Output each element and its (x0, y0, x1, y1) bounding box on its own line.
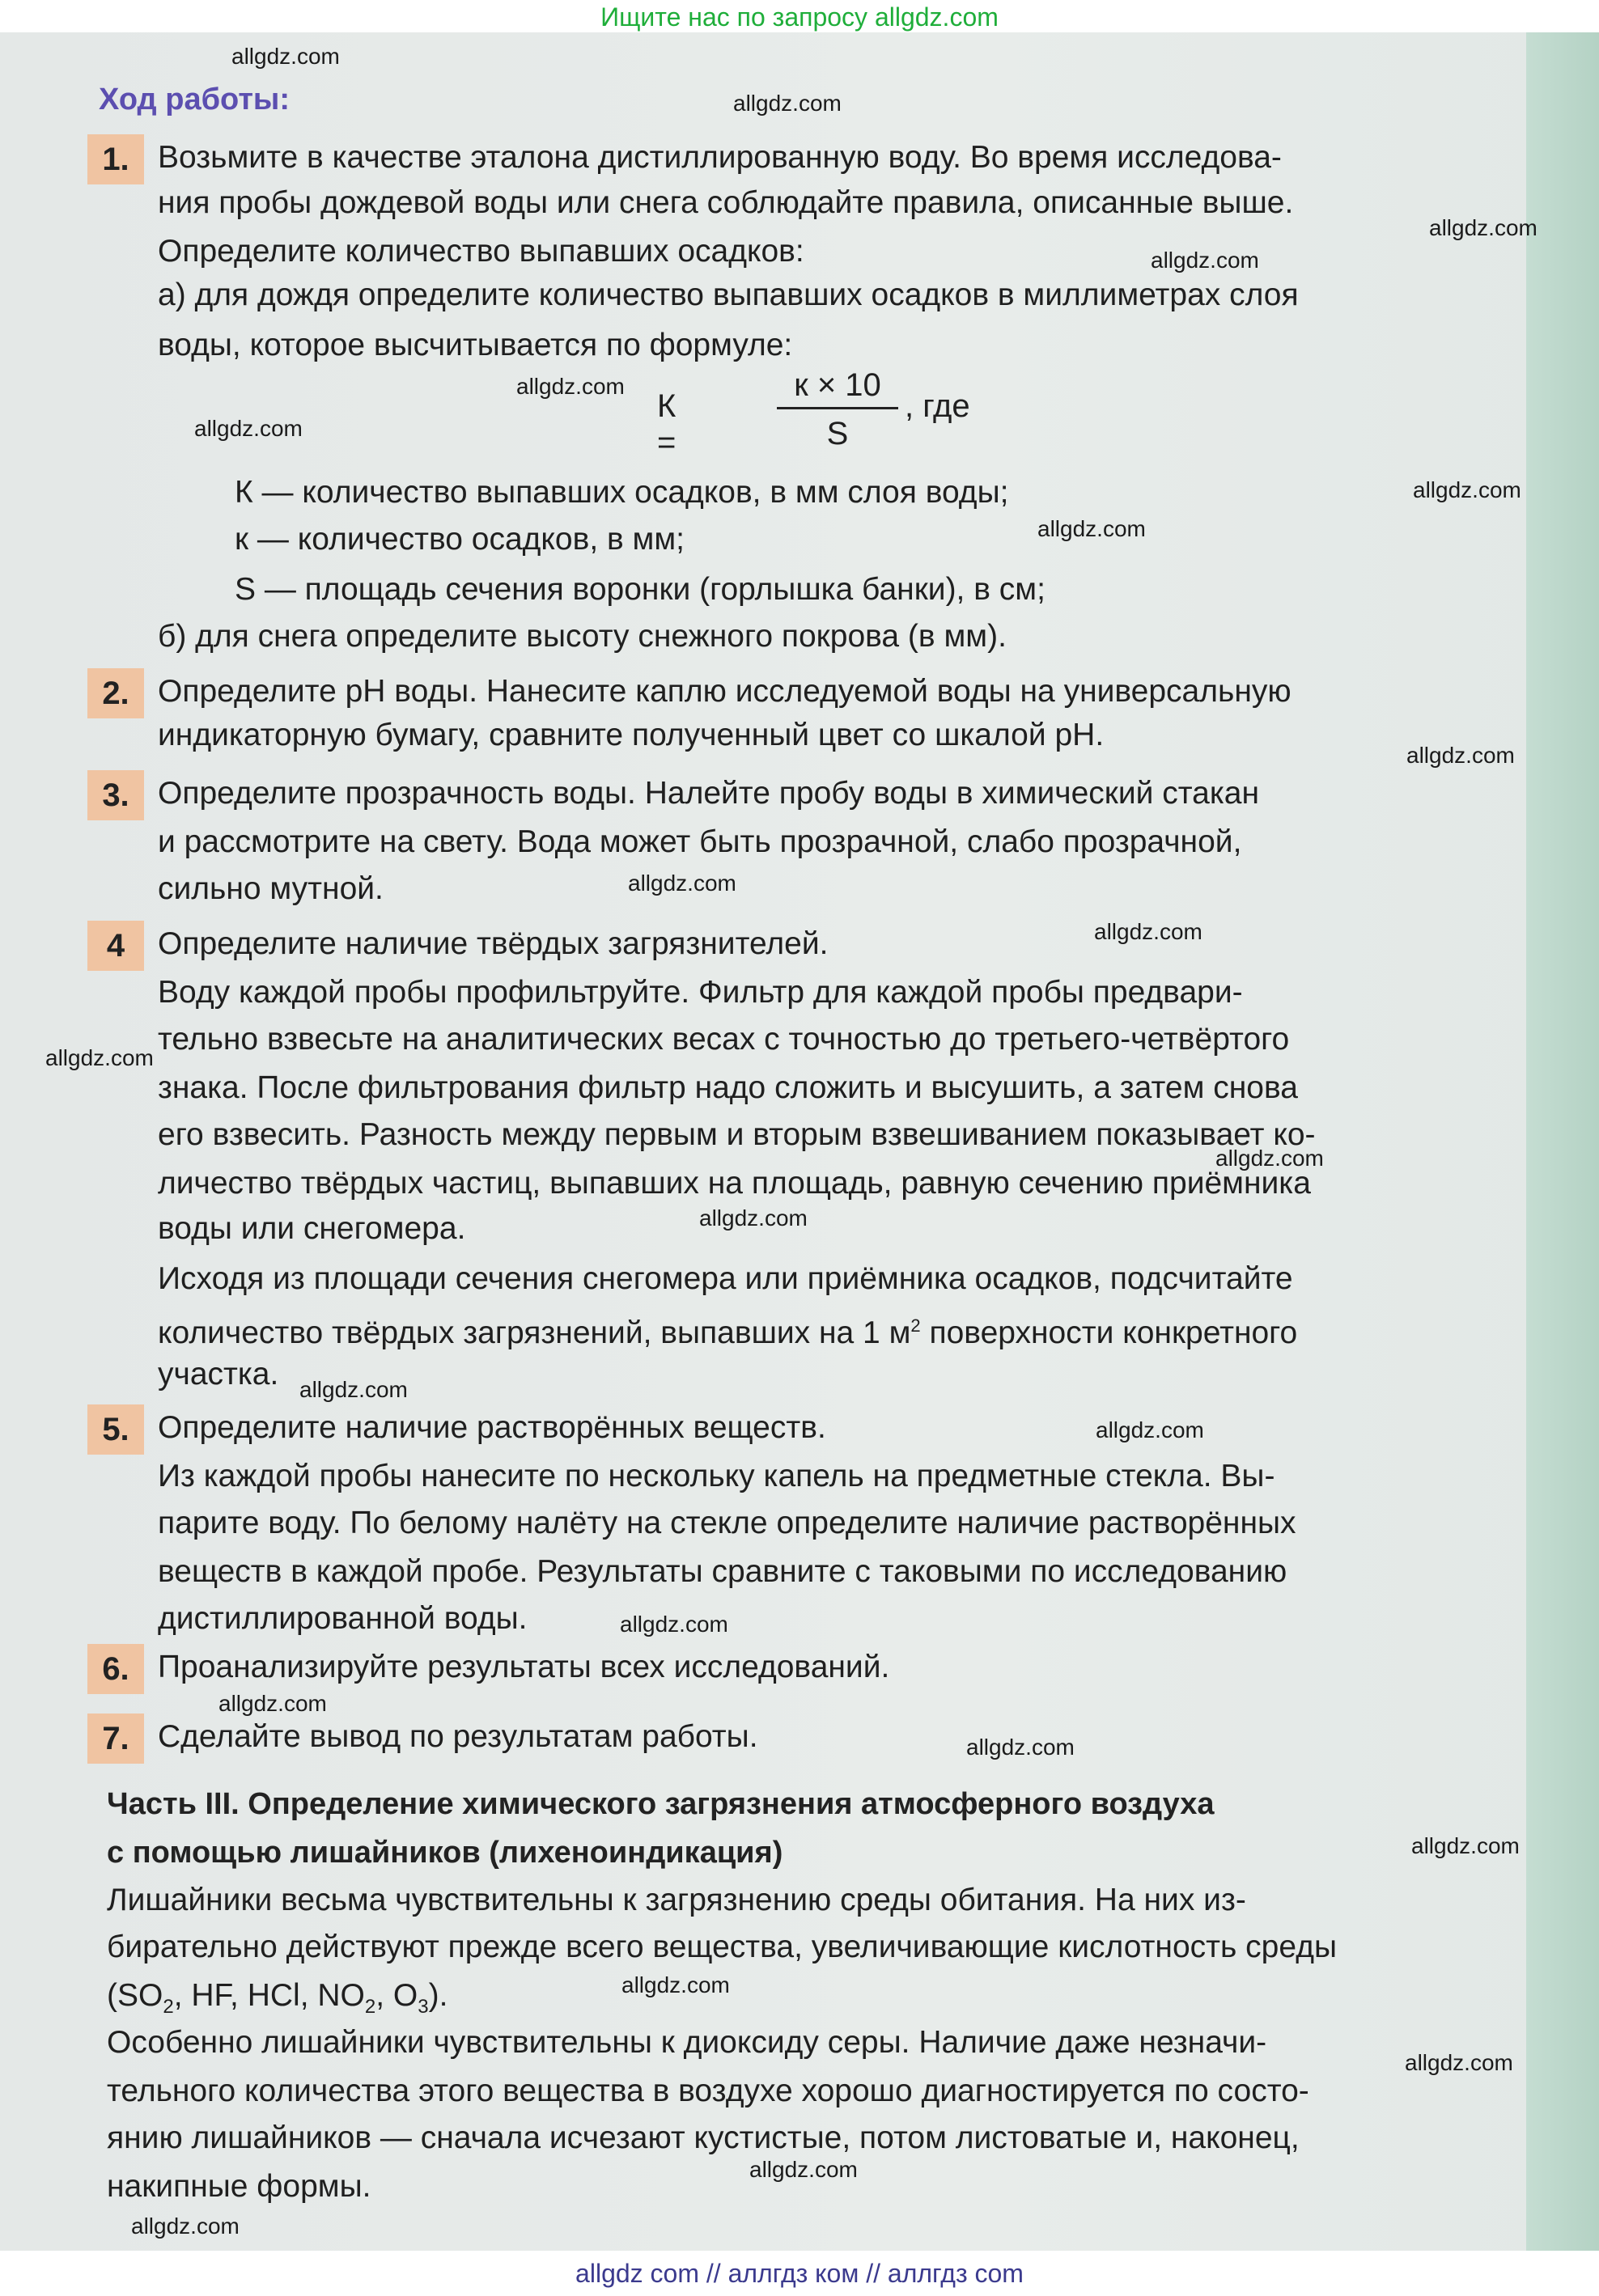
part-3-p1-line-1: Лишайники весьма чувствительны к загрязнению среды обитания. На них из- (107, 1883, 1246, 1917)
step-5-line-5: дистиллированной воды. (158, 1601, 528, 1636)
formula-so2: (SO (107, 1978, 163, 2013)
step-1-line-3: Определите количество выпавших осадков: (158, 234, 804, 269)
step-4-line-10: участка. (158, 1357, 279, 1392)
watermark: allgdz.com (1096, 1417, 1204, 1442)
part-3-p2-line-4: накипные формы. (107, 2169, 371, 2204)
step-2-line-1: Определите рН воды. Нанесите каплю исследуемой воды на универсальную (158, 674, 1292, 709)
step-1-line-9: б) для снега определите высоту снежного покрова (в мм). (158, 619, 1007, 654)
step-7-line-1: Сделайте вывод по результатам работы. (158, 1719, 758, 1754)
watermark: allgdz.com (1094, 919, 1202, 944)
step-number-2: 2. (87, 668, 144, 718)
step-1-line-6: К — количество выпавших осадков, в мм слоя воды; (235, 475, 1009, 510)
watermark: allgdz.com (966, 1735, 1075, 1760)
part-3-title-line-2: с помощью лишайников (лихеноиндикация) (107, 1836, 783, 1870)
step-1-line-4: а) для дождя определите количество выпавших осадков в миллиметрах слоя (158, 277, 1299, 312)
bottom-banner[interactable]: allgdz com // аллгдз ком // аллгдз com (0, 2251, 1599, 2296)
step-4-line-8: Исходя из площади сечения снегомера или приёмника осадков, подсчитайте (158, 1261, 1293, 1296)
watermark: allgdz.com (218, 1691, 327, 1716)
watermark: allgdz.com (1405, 2050, 1513, 2075)
step-4-line-9b: поверхности конкретного (920, 1315, 1298, 1350)
step-1-line-2: ния пробы дождевой воды или снега соблюдайте правила, описанные выше. (158, 185, 1294, 220)
watermark: allgdz.com (699, 1205, 808, 1231)
watermark: allgdz.com (1151, 248, 1259, 273)
watermark: allgdz.com (1413, 477, 1521, 502)
step-4-line-3: тельно взвесьте на аналитических весах с точностью до третьего-четвёртого (158, 1022, 1290, 1057)
step-1-line-1: Возьмите в качестве эталона дистиллированную воду. Во время исследова- (158, 140, 1282, 175)
step-3-line-3: сильно мутной. (158, 871, 384, 906)
step-4-line-4: знака. После фильтрования фильтр надо сложить и высушить, а затем снова (158, 1070, 1298, 1105)
watermark: allgdz.com (1215, 1146, 1324, 1171)
step-2-line-2: индикаторную бумагу, сравните полученный цвет со шкалой рН. (158, 718, 1105, 752)
watermark: allgdz.com (1411, 1833, 1520, 1858)
watermark: allgdz.com (1429, 215, 1538, 240)
step-number-6: 6. (87, 1644, 144, 1694)
step-4-line-9 (158, 1303, 1297, 1357)
step-number-5: 5. (87, 1404, 144, 1455)
formula-hf-hcl-no2: , HF, HCl, NO (173, 1978, 365, 2013)
watermark: allgdz.com (231, 44, 340, 69)
step-4-line-7: воды или снегомера. (158, 1211, 466, 1246)
formula-o3: , O (375, 1978, 418, 2013)
part-3-p2-line-3: янию лишайников — сначала исчезают кустистые, потом листоватые и, наконец, (107, 2120, 1300, 2155)
step-4-line-9a: количество твёрдых загрязнений, выпавших на 1 м (158, 1315, 911, 1350)
step-1-line-8: S — площадь сечения воронки (горлышка банки), в см; (235, 572, 1046, 607)
watermark: allgdz.com (628, 871, 736, 896)
watermark: allgdz.com (733, 91, 842, 116)
step-3-line-2: и рассмотрите на свету. Вода может быть прозрачной, слабо прозрачной, (158, 824, 1242, 859)
watermark: allgdz.com (131, 2213, 240, 2239)
step-4-line-2: Воду каждой пробы профильтруйте. Фильтр для каждой пробы предвари- (158, 975, 1243, 1010)
formula-lhs: К = (657, 388, 676, 460)
formula-rhs: , где (905, 388, 970, 424)
o3-subscript: 3 (418, 1995, 429, 2018)
step-number-1: 1. (87, 134, 144, 184)
watermark: allgdz.com (516, 374, 625, 399)
watermark: allgdz.com (621, 1972, 730, 1997)
step-1-line-7: к — количество осадков, в мм; (235, 522, 685, 557)
formula-close: ). (428, 1978, 448, 2013)
watermark: allgdz.com (299, 1377, 408, 1402)
step-5-line-1: Определите наличие растворённых веществ. (158, 1410, 826, 1445)
step-4-line-9-sup: 2 (910, 1315, 921, 1336)
watermark: allgdz.com (45, 1045, 154, 1070)
step-6-line-1: Проанализируйте результаты всех исследований. (158, 1650, 890, 1684)
part-3-p2-line-2: тельного количества этого вещества в воздухе хорошо диагностируется по состо- (107, 2074, 1309, 2108)
part-3-title-line-1: Часть III. Определение химического загрязнения атмосферного воздуха (107, 1787, 1215, 1821)
watermark: allgdz.com (749, 2157, 858, 2182)
step-5-line-3: парите воду. По белому налёту на стекле определите наличие растворённых (158, 1506, 1296, 1540)
step-4-line-1: Определите наличие твёрдых загрязнителей. (158, 926, 829, 961)
step-5-line-4: веществ в каждой пробе. Результаты сравните с таковыми по исследованию (158, 1554, 1287, 1589)
step-number-4: 4 (87, 921, 144, 971)
step-3-line-1: Определите прозрачность воды. Налейте пробу воды в химический стакан (158, 776, 1259, 811)
part-3-p2-line-1: Особенно лишайники чувствительны к диоксиду серы. Наличие даже незначи- (107, 2025, 1267, 2060)
step-5-line-2: Из каждой пробы нанесите по нескольку капель на предметные стекла. Вы- (158, 1459, 1275, 1493)
step-4-line-5: его взвесить. Разность между первым и вторым взвешиванием показывает ко- (158, 1117, 1316, 1152)
watermark: allgdz.com (620, 1612, 728, 1637)
formula-denominator: S (826, 416, 849, 451)
part-3-p1-line-2: бирательно действуют прежде всего вещества, увеличивающие кислотность среды (107, 1930, 1337, 1964)
watermark: allgdz.com (1406, 743, 1515, 768)
step-number-3: 3. (87, 770, 144, 820)
section-heading: Ход работы: (99, 83, 291, 116)
step-1-line-5: воды, которое высчитывается по формуле: (158, 328, 793, 362)
formula-numerator: к × 10 (777, 367, 898, 409)
watermark: allgdz.com (194, 416, 303, 441)
step-number-7: 7. (87, 1714, 144, 1764)
watermark: allgdz.com (1037, 516, 1146, 541)
top-banner[interactable]: Ищите нас по запросу allgdz.com (0, 0, 1599, 32)
step-4-line-6: личество твёрдых частиц, выпавших на площадь, равную сечению приёмника (158, 1166, 1311, 1201)
so2-subscript: 2 (163, 1995, 174, 2018)
formula-fraction (777, 367, 898, 452)
no2-subscript: 2 (364, 1995, 376, 2018)
